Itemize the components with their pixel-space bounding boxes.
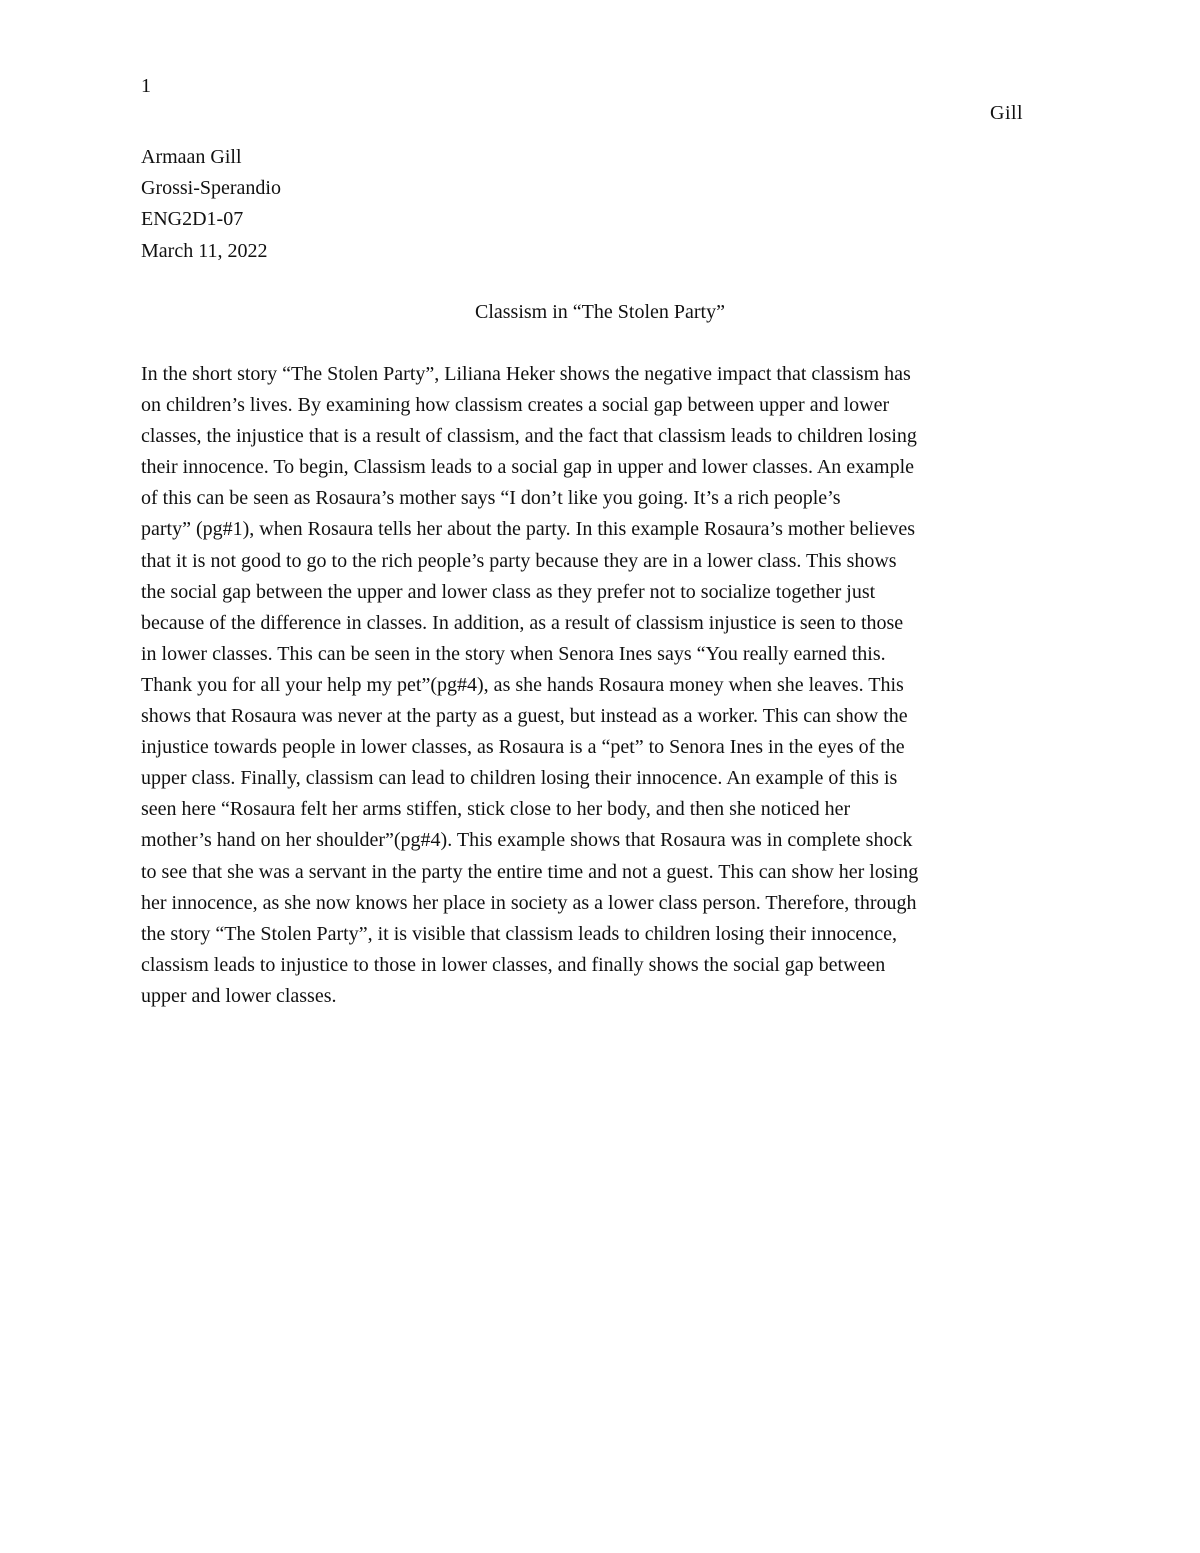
body-line: seen here “Rosaura felt her arms stiffen, stick close to her body, and then she noticed her [141, 798, 851, 821]
heading-course-code: ENG2D1-07 [141, 208, 244, 231]
body-line: their innocence. To begin, Classism leads to a social gap in upper and lower classes. An example [141, 456, 915, 479]
body-line: the social gap between the upper and lower class as they prefer not to socialize together just [141, 580, 876, 603]
body-line: classism leads to injustice to those in lower classes, and finally shows the social gap between [141, 953, 886, 976]
body-line: Thank you for all your help my pet”(pg#4), as she hands Rosaura money when she leaves. This [141, 673, 904, 696]
body-line: the story “The Stolen Party”, it is visible that classism leads to children losing their innocence, [141, 922, 897, 945]
body-line: injustice towards people in lower classes, as Rosaura is a “pet” to Senora Ines in the eyes of the [141, 736, 905, 759]
body-line: classes, the injustice that is a result of classism, and the fact that classism leads to children losing [141, 425, 917, 448]
body-line: that it is not good to go to the rich people’s party because they are in a lower class. This shows [141, 549, 897, 572]
body-line: In the short story “The Stolen Party”, Liliana Heker shows the negative impact that classism has [141, 363, 911, 385]
body-line: in lower classes. This can be seen in the story when Senora Ines says “You really earned this. [141, 642, 886, 665]
essay-title: Classism in “The Stolen Party” [475, 301, 725, 323]
body-line: upper and lower classes. [141, 984, 337, 1007]
body-line: shows that Rosaura was never at the party as a guest, but instead as a worker. This can show the [141, 705, 908, 728]
mla-heading [141, 142, 281, 267]
body-line: mother’s hand on her shoulder”(pg#4). This example shows that Rosaura was in complete shock [141, 829, 913, 852]
body-line: to see that she was a servant in the party the entire time and not a guest. This can show her losing [141, 860, 919, 883]
page-number: 1 [141, 75, 151, 97]
body-line: of this can be seen as Rosaura’s mother says “I don’t like you going. It’s a rich people’s [141, 487, 841, 510]
essay-body [141, 359, 1071, 1012]
body-line: her innocence, as she now knows her place in society as a lower class person. Therefore, through [141, 891, 917, 914]
heading-date: March 11, 2022 [141, 239, 268, 262]
heading-teacher-name: Grossi-Sperandio [141, 177, 281, 200]
body-line: on children’s lives. By examining how classism creates a social gap between upper and lower [141, 394, 890, 417]
running-header-name: Gill [990, 102, 1024, 124]
body-line: because of the difference in classes. In addition, as a result of classism injustice is seen to those [141, 611, 904, 634]
body-line: party” (pg#1), when Rosaura tells her about the party. In this example Rosaura’s mother believes [141, 518, 916, 541]
heading-student-name: Armaan Gill [141, 146, 242, 168]
body-line: upper class. Finally, classism can lead to children losing their innocence. An example of this is [141, 767, 898, 790]
